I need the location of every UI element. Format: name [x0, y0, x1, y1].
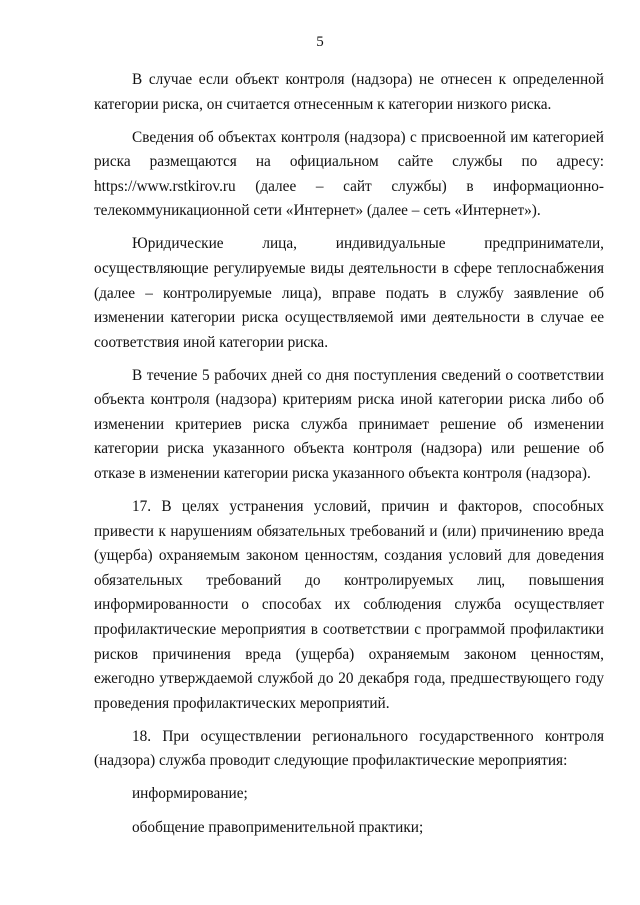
- document-body: [94, 68, 604, 850]
- paragraph-section-18: 18. При осуществлении регионального государственного контроля (надзора) служба проводит следующие профилактические мероприятия:: [94, 727, 604, 770]
- paragraph-category-change-decision: В течение 5 рабочих дней со дня поступления сведений о соответствии объекта контроля (надзора) критериям риска иной категории риска либо об изменении критериев риска служба принимает решение об изменении категории риска указанного объекта контроля (надзора) или решение об отказе в изменении категории риска указанного объекта контроля (надзора).: [94, 366, 604, 483]
- list-item-informing: информирование;: [132, 785, 248, 803]
- paragraph-controlled-persons: Юридические лица, индивидуальные предприниматели, осуществляющие регулируемые виды деятельности в сфере теплоснабжения (далее – контролируемые лица), вправе подать в службу заявление об изменении категории риска осуществляемой ими деятельности в случае ее соответствия иной категории риска.: [94, 235, 604, 351]
- paragraph-risk-category-default: В случае если объект контроля (надзора) не отнесен к определенной категории риска, он считается отнесенным к категории низкого риска.: [94, 71, 604, 113]
- page-number: 5: [316, 34, 324, 50]
- paragraph-section-17: 17. В целях устранения условий, причин и факторов, способных привести к нарушениям обязательных требований и (или) причинению вреда (ущерба) охраняемым законом ценностям, создания условий для доведения обязательных требований до контролируемых лиц, повышения информированности о способах их соблюдения служба осуществляет профилактические мероприятия в соответствии с программой профилактики рисков причинения вреда (ущерба) охраняемым законом ценностям, ежегодно утверждаемой службой до 20 декабря года, предшествующего году проведения профилактических мероприятий.: [94, 498, 604, 712]
- list-item-practice-generalization: обобщение правоприменительной практики;: [132, 818, 424, 836]
- paragraph-risk-info-publication: Сведения об объектах контроля (надзора) с присвоенной им категорией риска размещаются на официальном сайте службы по адресу: https://www.rstkirov.ru (далее – сайт службы) в информационно-телекоммуникационной сети «Интернет» (далее – сеть «Интернет»).: [94, 128, 604, 220]
